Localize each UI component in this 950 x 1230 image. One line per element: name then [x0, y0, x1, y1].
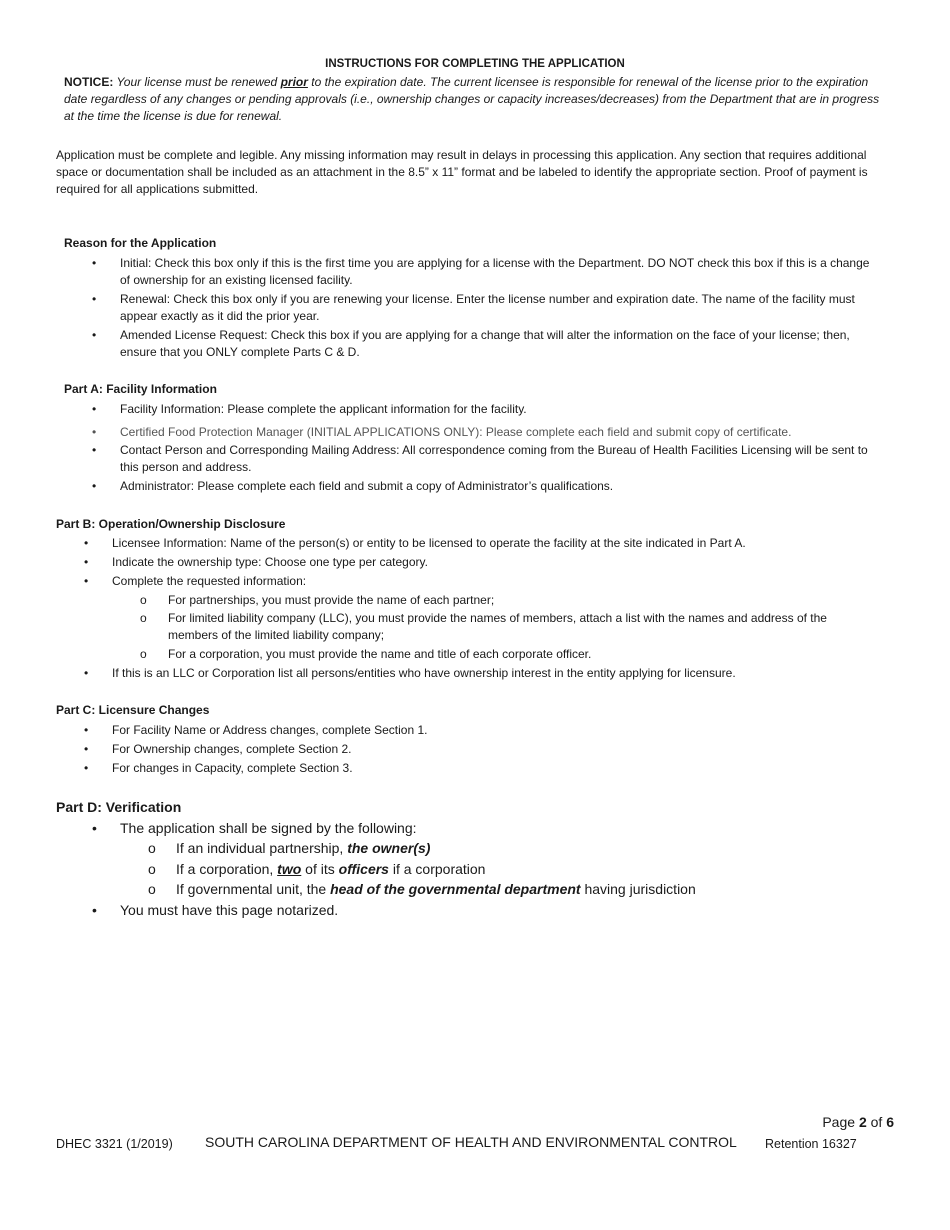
page-title: INSTRUCTIONS FOR COMPLETING THE APPLICATION [325, 58, 625, 70]
agency-name: SOUTH CAROLINA DEPARTMENT OF HEALTH AND ENVIRONMENTAL CONTROL [205, 1134, 737, 1150]
intro-paragraph: Application must be complete and legible. Any missing information may result in delays in processing this application. Any section that requires additional space or documentation shall be included as an attachment in the 8.5” x 11” format and be labeled to identify the appropriate section. Proof of payment is required for all applications submitted. [56, 148, 868, 196]
notice: NOTICE: Your license must be renewed prior to the expiration date. The current licensee is responsible for renewal of the license prior to the expiration date regardless of any changes or pending approvals (i.e., ownership changes or capacity increases/decreases) from the Department that are in progress at the time the license is due for renewal. [64, 75, 880, 123]
page-number: Page 2 of 6 [822, 1114, 894, 1130]
reason-heading: Reason for the Application [64, 236, 217, 250]
notice-label: NOTICE: [64, 75, 114, 89]
form-code: DHEC 3321 (1/2019) [56, 1137, 173, 1151]
part-a-heading: Part A: Facility Information [64, 382, 217, 396]
part-c-heading: Part C: Licensure Changes [56, 703, 210, 717]
part-d-heading: Part D: Verification [56, 799, 182, 815]
retention-number: Retention 16327 [765, 1137, 857, 1151]
part-b-heading: Part B: Operation/Ownership Disclosure [56, 517, 286, 531]
